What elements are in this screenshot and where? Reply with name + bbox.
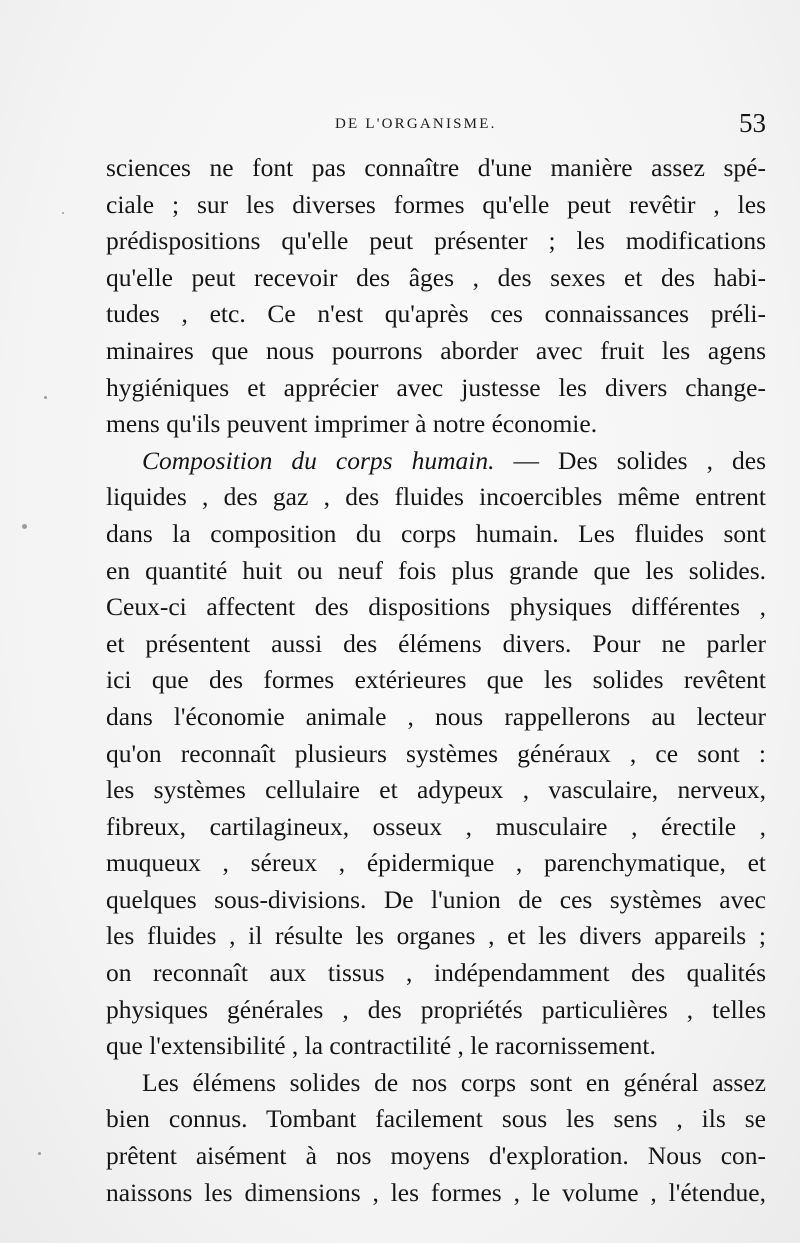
- text-line: que l'extensibilité , la contractilité , le racornissement.: [106, 1031, 656, 1061]
- paper-speck: [44, 396, 47, 399]
- text-line: tudes , etc. Ce n'est qu'après ces connaissances préli-: [106, 299, 766, 329]
- paper-speck: [62, 212, 64, 214]
- text-line: bien connus. Tombant facilement sous les sens , ils se: [106, 1104, 766, 1134]
- text-line: Les élémens solides de nos corps sont en général assez: [142, 1067, 766, 1097]
- text-line: fibreux, cartilagineux, osseux , musculaire , érectile ,: [106, 811, 766, 841]
- text-line: Ceux-ci affectent des dispositions physiques différentes ,: [106, 592, 766, 622]
- section-heading-line: [106, 443, 766, 480]
- paper-speck: [22, 524, 27, 529]
- paper-speck: [38, 1152, 41, 1155]
- text-line: dans la composition du corps humain. Les fluides sont: [106, 518, 766, 548]
- text-line: muqueux , séreux , épidermique , parenchymatique, et: [106, 848, 766, 878]
- text-line: les fluides , il résulte les organes , et les divers appareils ;: [106, 921, 766, 951]
- text-line: hygiéniques et apprécier avec justesse les divers change-: [106, 372, 766, 402]
- text-line: qu'on reconnaît plusieurs systèmes généraux , ce sont :: [106, 738, 766, 768]
- page-header: [0, 108, 800, 144]
- text-line: mens qu'ils peuvent imprimer à notre économie.: [106, 409, 598, 439]
- text-line: sciences ne font pas connaître d'une manière assez spé-: [106, 153, 766, 182]
- text-line: prêtent aisément à nos moyens d'exploration. Nous con-: [106, 1141, 766, 1171]
- text-line: minaires que nous pourrons aborder avec fruit les agens: [106, 335, 766, 365]
- running-title: DE L'ORGANISME.: [335, 116, 497, 132]
- section-heading: Composition du corps humain.: [142, 445, 495, 475]
- text-line: en quantité huit ou neuf fois plus grande que les solides.: [106, 555, 766, 585]
- text-line: qu'elle peut recevoir des âges , des sexes et des habi-: [106, 262, 766, 292]
- text-line: liquides , des gaz , des fluides incoercibles même entrent: [106, 482, 766, 512]
- text-line: ciale ; sur les diverses formes qu'elle peut revêtir , les: [106, 189, 766, 219]
- text-line: quelques sous-divisions. De l'union de ces systèmes avec: [106, 884, 766, 914]
- text-line: on reconnaît aux tissus , indépendamment des qualités: [106, 958, 766, 988]
- text-line: prédispositions qu'elle peut présenter ; les modifications: [106, 226, 766, 256]
- text-line: naissons les dimensions , les formes , le volume , l'étendue,: [106, 1177, 766, 1207]
- text-line: ici que des formes extérieures que les solides revêtent: [106, 665, 766, 695]
- text-line: physiques générales , des propriétés particulières , telles: [106, 994, 766, 1024]
- page-number: 53: [739, 108, 766, 138]
- section-heading-rest: — Des solides , des: [513, 445, 766, 475]
- text-line: dans l'économie animale , nous rappellerons au lecteur: [106, 701, 766, 731]
- text-line: et présentent aussi des élémens divers. Pour ne parler: [106, 628, 766, 658]
- text-line: les systèmes cellulaire et adypeux , vasculaire, nerveux,: [106, 775, 766, 805]
- body-text: [106, 150, 766, 1211]
